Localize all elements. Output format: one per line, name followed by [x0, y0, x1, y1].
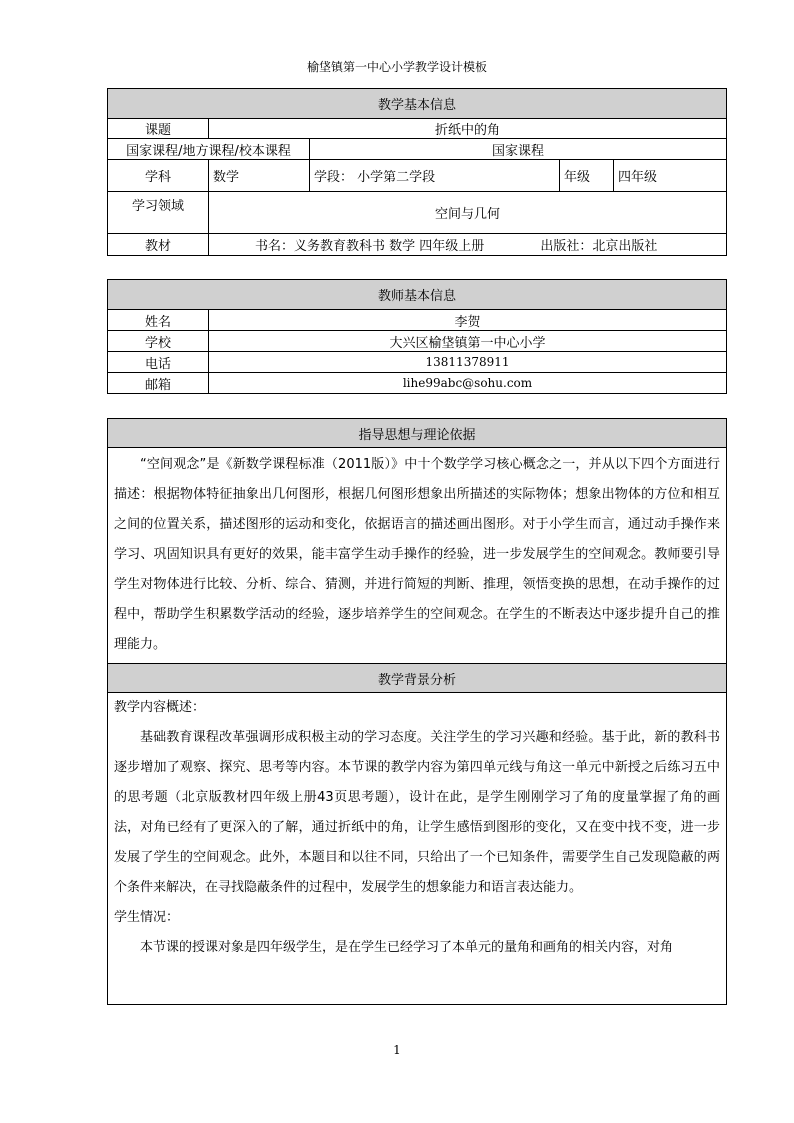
page-header: 榆垡镇第一中心小学教学设计模板 — [306, 60, 487, 74]
domain-label: 学习领域 — [108, 192, 209, 234]
domain-value: 空间与几何 — [209, 192, 727, 234]
guiding-heading: 指导思想与理论依据 — [108, 419, 727, 448]
page-number: 1 — [393, 1043, 401, 1057]
student-paragraph: 本节课的授课对象是四年级学生，是在学生已经学习了本单元的量角和画角的相关内容，对角 — [140, 940, 674, 955]
topic-value: 折纸中的角 — [209, 119, 727, 139]
textbook-cell — [209, 234, 727, 256]
teacher-info-table — [107, 279, 727, 394]
guiding-background-table — [107, 418, 727, 1005]
course-type-label: 国家课程/地方课程/校本课程 — [108, 139, 310, 160]
stage-cell — [310, 160, 560, 192]
phone-label: 电话 — [108, 352, 209, 373]
guiding-paragraph: “空间观念”是《新数学课程标准（2011版）》中十个数学学习核心概念之一，并从以下四个方面进行描述：根据物体特征抽象出几何图形，根据几何图形想象出所描述的实际物体；想象出物体的方位和相互之间的位置关系，描述图形的运动和变化，依据语言的描述画出图形。对于小学生而言，通过动手操作来学习、巩固知识具有更好的效果，能丰富学生动手操作的经验，进一步发展学生的空间观念。教师要引导学生对物体进行比较、分析、综合、猜测，并进行简短的判断、推理，领悟变换的思想，在动手操作的过程中，帮助学生积累数学活动的经验，逐步培养学生的空间观念。在学生的不断表达中逐步提升自己的推理能力。 — [108, 448, 727, 664]
email-label: 邮箱 — [108, 373, 209, 394]
content-label: 教学内容概述： — [114, 700, 206, 715]
school-label: 学校 — [108, 331, 209, 352]
grade-label: 年级 — [560, 160, 614, 192]
email-value: lihe99abc@sohu.com — [209, 373, 727, 394]
subject-value: 数学 — [209, 160, 310, 192]
course-type-value: 国家课程 — [310, 139, 727, 160]
phone-value: 13811378911 — [209, 352, 727, 373]
grade-value: 四年级 — [614, 160, 727, 192]
school-value: 大兴区榆垡镇第一中心小学 — [209, 331, 727, 352]
basic-info-heading: 教学基本信息 — [108, 89, 727, 119]
student-label: 学生情况： — [114, 910, 180, 925]
content-paragraph: 基础教育课程改革强调形成积极主动的学习态度。关注学生的学习兴趣和经验。基于此，新的教科书逐步增加了观察、探究、思考等内容。本节课的教学内容为第四单元线与角这一单元中新授之后练习五中的思考题（北京版教材四年级上册43页思考题），设计在此，是学生刚刚学习了角的度量掌握了角的画法，对角已经有了更深入的了解，通过折纸中的角，让学生感悟到图形的变化，又在变中找不变，进一步发展了学生的空间观念。此外，本题目和以往不同，只给出了一个已知条件，需要学生自己发现隐蔽的两个条件来解决，在寻找隐蔽条件的过程中，发展学生的想象能力和语言表达能力。 — [114, 730, 720, 895]
textbook-name: 书名：义务教育教科书 数学 四年级上册 — [255, 239, 485, 254]
publisher: 出版社：北京出版社 — [540, 239, 658, 254]
textbook-label: 教材 — [108, 234, 209, 256]
stage-label: 学段： — [314, 170, 354, 185]
background-heading: 教学背景分析 — [108, 664, 727, 693]
teacher-info-heading: 教师基本信息 — [108, 280, 727, 310]
topic-label: 课题 — [108, 119, 209, 139]
subject-label: 学科 — [108, 160, 209, 192]
name-label: 姓名 — [108, 310, 209, 331]
name-value: 李贺 — [209, 310, 727, 331]
background-body — [108, 693, 727, 1005]
stage-value: 小学第二学段 — [357, 170, 436, 185]
basic-info-table — [107, 88, 727, 256]
